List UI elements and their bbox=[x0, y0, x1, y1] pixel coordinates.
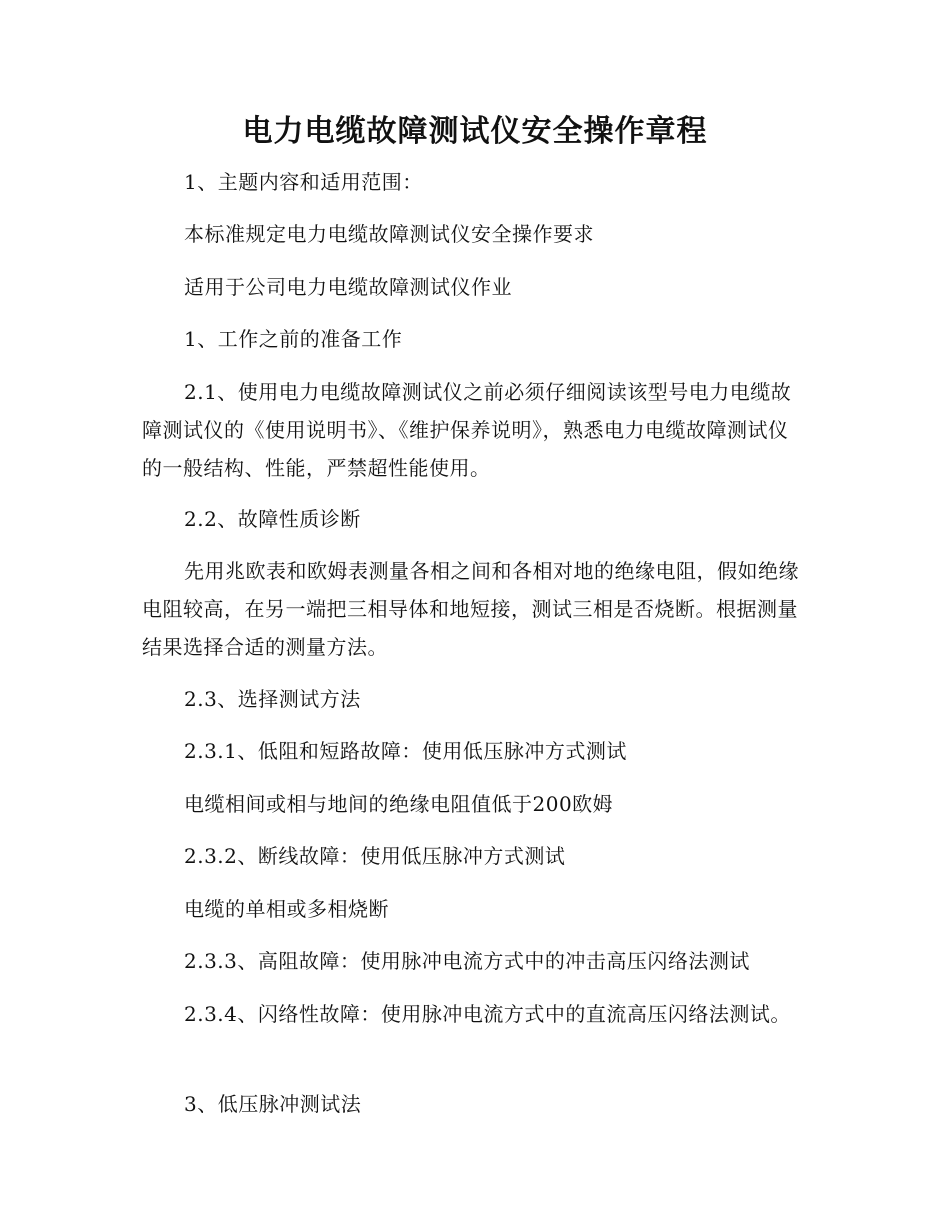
document-title: 电力电缆故障测试仪安全操作章程 bbox=[242, 114, 708, 149]
paragraph-standard-statement: 本标准规定电力电缆故障测试仪安全操作要求 bbox=[184, 222, 594, 246]
paragraph-scope-heading: 1、主题内容和适用范围： bbox=[184, 170, 423, 194]
paragraph-2-1: 2.1、使用电力电缆故障测试仪之前必须仔细阅读该型号电力电缆故障测试仪的《使用说明书》、《维护保养说明》，熟悉电力电缆故障测试仪的一般结构、性能，严禁超性能使用。 bbox=[142, 380, 792, 480]
paragraph-2-3-4: 2.3.4、闪络性故障：使用脉冲电流方式中的直流高压闪络法测试。 bbox=[184, 1002, 791, 1026]
paragraph-section-3-heading: 3、低压脉冲测试法 bbox=[184, 1092, 362, 1116]
paragraph-broken-line-note: 电缆的单相或多相烧断 bbox=[184, 897, 389, 921]
paragraph-2-3-3: 2.3.3、高阻故障：使用脉冲电流方式中的冲击高压闪络法测试 bbox=[184, 949, 750, 973]
paragraph-fault-diagnosis: 先用兆欧表和欧姆表测量各相之间和各相对地的绝缘电阻，假如绝缘电阻较高，在另一端把三相导体和地短接，测试三相是否烧断。根据测量结果选择合适的测量方法。 bbox=[142, 559, 799, 659]
paragraph-2-2-heading: 2.2、故障性质诊断 bbox=[184, 507, 361, 531]
paragraph-low-resistance-note: 电缆相间或相与地间的绝缘电阻值低于200欧姆 bbox=[184, 792, 614, 816]
paragraph-2-3-1: 2.3.1、低阻和短路故障：使用低压脉冲方式测试 bbox=[184, 739, 627, 763]
paragraph-applicability: 适用于公司电力电缆故障测试仪作业 bbox=[184, 275, 512, 299]
paragraph-2-3-heading: 2.3、选择测试方法 bbox=[184, 687, 361, 711]
paragraph-preparation-heading: 1、工作之前的准备工作 bbox=[184, 327, 403, 351]
paragraph-2-3-2: 2.3.2、断线故障：使用低压脉冲方式测试 bbox=[184, 844, 566, 868]
